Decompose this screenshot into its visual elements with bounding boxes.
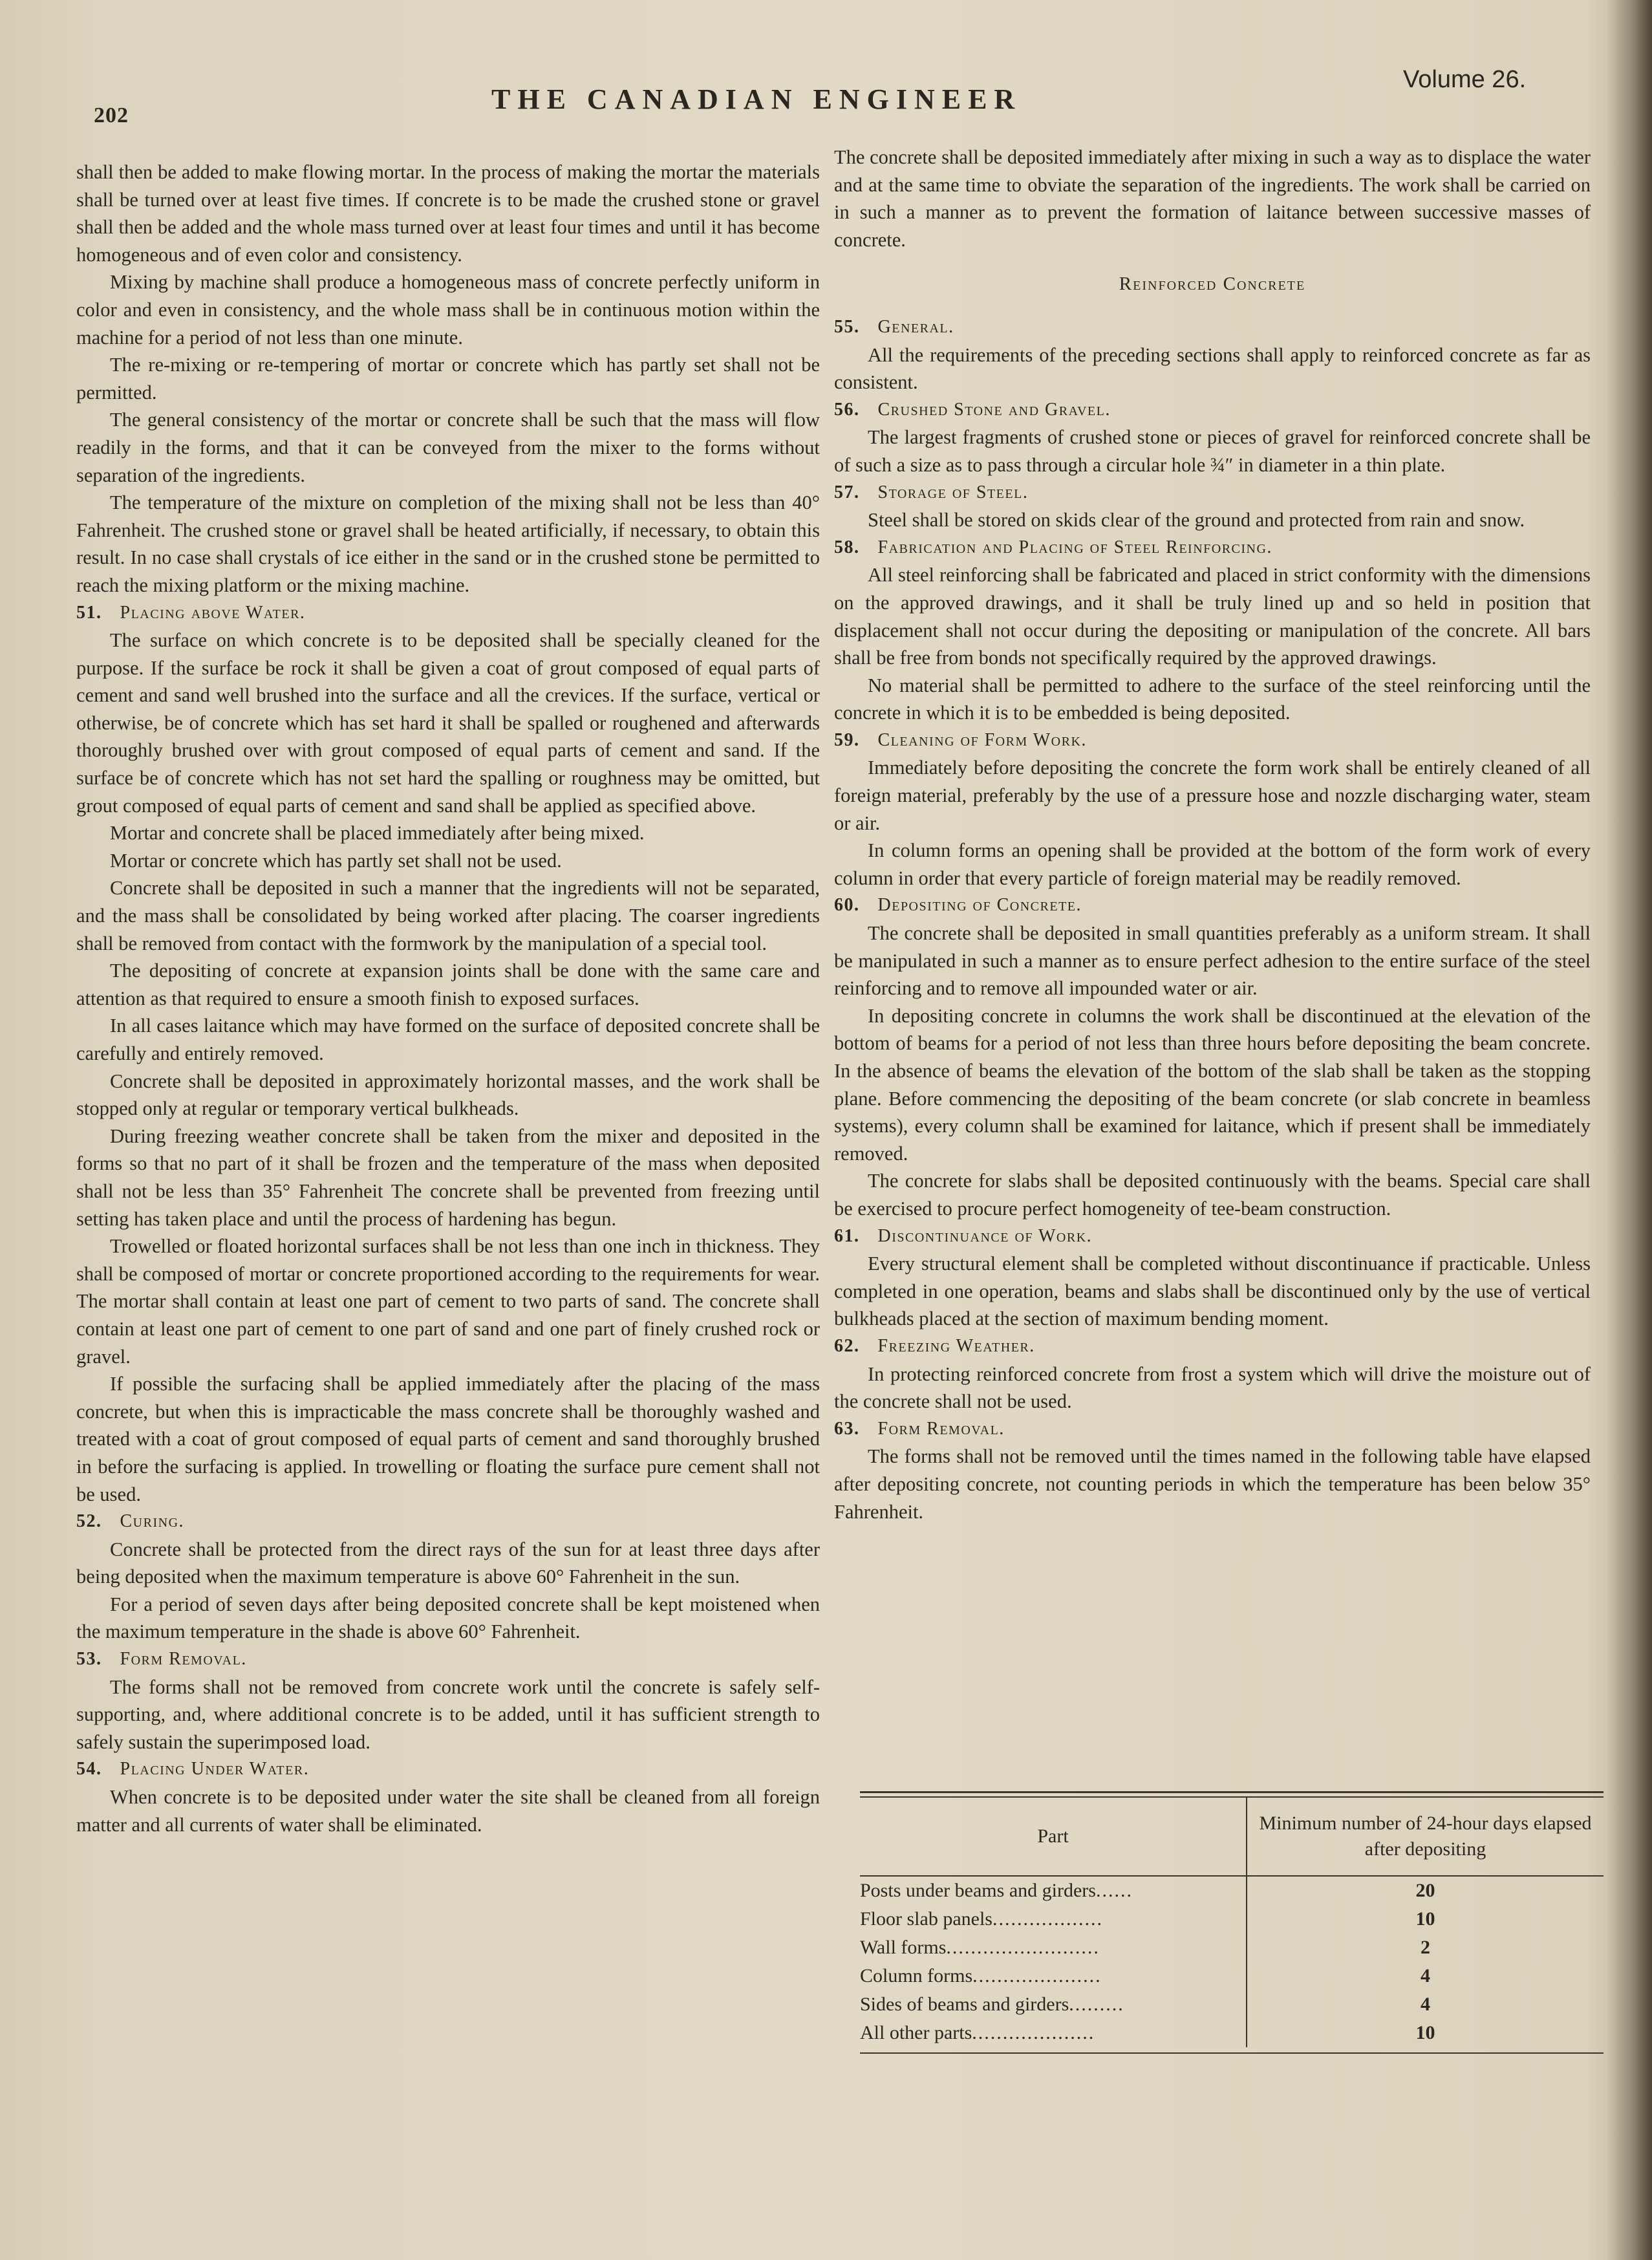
paragraph: Immediately before depositing the concrete the form work shall be entirely cleaned of all foreign material, preferably by the use of a pressure hose and nozzle discharging water, steam or air.	[834, 757, 1591, 834]
paragraph: If possible the surfacing shall be applied immediately after the placing of the mass concrete, but when this is impracticable the mass concrete shall be thoroughly washed and treated with a coat of grout composed of equal parts of cement and sand thoroughly brushed in before the surfacing is applied. In trowelling or floating the surface pure cement shall not be used.	[76, 1373, 820, 1505]
paragraph: The general consistency of the mortar or concrete shall be such that the mass will flow readily in the forms, and that it can be conveyed from the mixer to the forms without separation of the ingredients.	[76, 409, 820, 486]
section-title: Form Removal.	[877, 1418, 1005, 1439]
table-cell-days: 4	[1421, 1965, 1430, 1986]
section-heading	[834, 1333, 1591, 1361]
paragraph: Steel shall be stored on skids clear of the ground and protected from rain and snow.	[868, 509, 1525, 532]
page-number: 202	[94, 103, 129, 127]
table-row	[860, 1933, 1604, 1962]
section-number: 56.	[834, 399, 860, 420]
section-title: Form Removal.	[120, 1649, 247, 1670]
section-heading	[76, 599, 820, 627]
section-title: Fabrication and Placing of Steel Reinforcing.	[877, 537, 1272, 557]
paragraph: Concrete shall be deposited in such a manner that the ingredients will not be separated, and the mass shall be consolidated by being worked after placing. The coarser ingredients shall be removed from contact with the formwork by the manipulation of a special tool.	[76, 877, 820, 954]
leader-dots: ......	[1095, 1880, 1133, 1901]
paragraph: Concrete shall be deposited in approximately horizontal masses, and the work shall be stopped only at regular or temporary vertical bulkheads.	[76, 1070, 820, 1120]
leader-dots: .........................	[946, 1937, 1100, 1958]
table-row	[860, 1876, 1604, 1905]
section-title: General.	[877, 316, 954, 337]
paragraph: Mixing by machine shall produce a homogeneous mass of concrete perfectly uniform in color and even in consistency, and the whole mass shall be in continuous motion within the machine for a period of not less than one minute.	[76, 271, 820, 349]
paragraph: All the requirements of the preceding sections shall apply to reinforced concrete as far as consistent.	[834, 343, 1591, 394]
paragraph: In depositing concrete in columns the work shall be discontinued at the elevation of the bottom of beams for a period of not less than three hours before depositing the beam concrete. In the absence of beams the elevation of the bottom of the slab shall be taken as the stopping plane. Before commencing the depositing of the beam concrete (or slab concrete in beamless systems), every column shall be examined for laitance, which if present shall be immediately removed.	[834, 1004, 1591, 1165]
left-column	[76, 158, 820, 1838]
column-header-days: Minimum number of 24-hour days elapsed after depositing	[1247, 1798, 1604, 1876]
column-header-part: Part	[860, 1798, 1247, 1876]
section-number: 58.	[834, 537, 860, 557]
part-label: Wall forms	[860, 1937, 947, 1958]
right-column	[834, 144, 1591, 1525]
section-heading	[76, 1508, 820, 1536]
paragraph: The temperature of the mixture on completion of the mixing shall not be less than 40° Fahrenheit. The crushed stone or gravel shall be heated artificially, if necessary, to obtain this result. In no case shall crystals of ice either in the sand or in the crushed stone be permitted to reach the mixing platform or the mixing machine.	[76, 491, 820, 596]
paragraph: In column forms an opening shall be provided at the bottom of the form work of every column in order that every particle of foreign material may be readily removed.	[834, 839, 1591, 889]
table-cell-days: 4	[1421, 1994, 1430, 2015]
binding-shadow	[1607, 0, 1652, 2260]
table-bottom-rule	[860, 2052, 1604, 2054]
table-cell-part	[860, 1876, 1247, 1905]
section-title: Placing Under Water.	[120, 1759, 310, 1780]
paragraph: Every structural element shall be completed without discontinuance if practicable. Unless completed in one operation, beams and slabs shall be discontinued only by the use of vertical bulkheads placed at the section of maximum bending moment.	[834, 1253, 1591, 1330]
table-top-rule	[860, 1791, 1604, 1798]
section-heading	[834, 727, 1591, 755]
paragraph: The concrete shall be deposited in small quantities preferably as a uniform stream. It shall be manipulated in such a manner as to ensure perfect adhesion to the entire surface of the steel reinforcing and to remove all impounded water or air.	[834, 922, 1591, 1000]
section-number: 62.	[834, 1335, 860, 1356]
paragraph: Mortar or concrete which has partly set shall not be used.	[110, 849, 562, 872]
section-heading	[834, 396, 1591, 424]
leader-dots: ....................	[972, 2022, 1095, 2043]
part-label: Posts under beams and girders	[860, 1880, 1096, 1901]
paragraph: The concrete for slabs shall be deposited continuously with the beams. Special care shall be exercised to procure perfect homogeneity of tee-beam construction.	[834, 1170, 1591, 1220]
paragraph: The forms shall not be removed until the times named in the following table have elapsed after depositing concrete, not counting periods in which the temperature has been below 35° Fahrenheit.	[834, 1445, 1591, 1523]
paragraph: No material shall be permitted to adhere to the surface of the steel reinforcing until the concrete in which it is to be embedded is being deposited.	[834, 674, 1591, 724]
section-title: Crushed Stone and Gravel.	[877, 399, 1111, 420]
paragraph: When concrete is to be deposited under water the site shall be cleaned from all foreign matter and all currents of water shall be eliminated.	[76, 1786, 820, 1836]
section-title: Placing above Water.	[120, 602, 306, 623]
part-label: Sides of beams and girders	[860, 1994, 1069, 2015]
table-header-row	[860, 1798, 1604, 1876]
table-cell-part	[860, 1962, 1247, 1990]
paragraph: Mortar and concrete shall be placed immediately after being mixed.	[110, 822, 645, 845]
section-heading	[834, 479, 1591, 507]
section-title: Discontinuance of Work.	[877, 1225, 1093, 1246]
paragraph: Concrete shall be protected from the direct rays of the sun for at least three days after being deposited when the maximum temperature is above 60° Fahrenheit in the sun.	[76, 1538, 820, 1588]
table-cell-part	[860, 1990, 1247, 2019]
section-group-heading: Reinforced Concrete	[1119, 274, 1306, 295]
journal-title: THE CANADIAN ENGINEER	[491, 83, 1022, 115]
section-number: 51.	[76, 602, 102, 623]
part-label: Floor slab panels	[860, 1908, 992, 1930]
paragraph: The surface on which concrete is to be deposited shall be specially cleaned for the purpose. If the surface be rock it shall be given a coat of grout composed of equal parts of cement and sand well brushed into the surface and all the crevices. If the surface, vertical or otherwise, be of concrete which has set hard it shall be spalled or roughened and afterwards thoroughly brushed over with grout composed of equal parts of cement and sand. If the surface be of concrete which has not set hard the spalling or roughness may be omitted, but grout composed of equal parts of cement and sand shall be applied as specified above.	[76, 629, 820, 817]
table-cell-days: 10	[1415, 1908, 1435, 1930]
volume-label: Volume 26.	[1403, 66, 1527, 93]
section-title: Depositing of Concrete.	[877, 895, 1082, 916]
paragraph: In all cases laitance which may have formed on the surface of deposited concrete shall be carefully and entirely removed.	[76, 1015, 820, 1064]
section-number: 53.	[76, 1649, 102, 1670]
paragraph: The depositing of concrete at expansion joints shall be done with the same care and attention as that required to ensure a smooth finish to exposed surfaces.	[76, 960, 820, 1009]
table-row	[860, 2019, 1604, 2047]
section-title: Cleaning of Form Work.	[877, 729, 1087, 750]
table-row	[860, 1990, 1604, 2019]
paragraph: The forms shall not be removed from concrete work until the concrete is safely self-supporting, and, where additional concrete is to be added, until it has sufficient strength to safely sustain the superimposed load.	[76, 1675, 820, 1753]
part-label: Column forms	[860, 1965, 973, 1986]
removal-times-table	[860, 1798, 1604, 2047]
paragraph: For a period of seven days after being deposited concrete shall be kept moistened when the maximum temperature in the shade is above 60° Fahrenheit.	[76, 1593, 820, 1643]
section-heading	[834, 534, 1591, 562]
leader-dots: .....................	[972, 1965, 1102, 1986]
leader-dots: .........	[1069, 1994, 1124, 2015]
section-number: 59.	[834, 729, 860, 750]
section-heading	[834, 314, 1591, 341]
section-number: 54.	[76, 1759, 102, 1780]
part-label: All other parts	[860, 2022, 972, 2043]
table-cell-part	[860, 1905, 1247, 1933]
table-cell-part	[860, 1933, 1247, 1962]
section-title: Freezing Weather.	[877, 1335, 1035, 1356]
section-heading	[76, 1756, 820, 1783]
paragraph: The re-mixing or re-tempering of mortar or concrete which has partly set shall not be permitted.	[76, 354, 820, 404]
section-title: Curing.	[120, 1511, 185, 1532]
table-cell-days: 10	[1415, 2022, 1435, 2043]
section-number: 60.	[834, 895, 860, 916]
section-heading	[76, 1646, 820, 1673]
section-number: 52.	[76, 1511, 102, 1532]
paragraph: The largest fragments of crushed stone or pieces of gravel for reinforced concrete shall be of such a size as to pass through a circular hole ¾″ in diameter in a thin plate.	[834, 426, 1591, 476]
paragraph: The concrete shall be deposited immediately after mixing in such a way as to displace the water and at the same time to obviate the separation of the ingredients. The work shall be carried on in such a manner as to prevent the formation of laitance between successive masses of concrete.	[834, 146, 1591, 251]
table-row	[860, 1962, 1604, 1990]
section-heading	[834, 892, 1591, 920]
section-heading	[834, 1415, 1591, 1443]
table-cell-days: 2	[1421, 1937, 1430, 1958]
paragraph: shall then be added to make flowing mortar. In the process of making the mortar the materials shall be turned over at least five times. If concrete is to be made the crushed stone or gravel shall then be added and the whole mass turned over at least four times and until it has become homogeneous and of even color and consistency.	[76, 161, 820, 266]
form-removal-table	[860, 1791, 1604, 2054]
section-number: 57.	[834, 482, 860, 502]
table-cell-days: 20	[1415, 1880, 1435, 1901]
section-title: Storage of Steel.	[877, 482, 1029, 502]
section-number: 63.	[834, 1418, 860, 1439]
leader-dots: ..................	[992, 1908, 1103, 1930]
paragraph: In protecting reinforced concrete from frost a system which will drive the moisture out of the concrete shall not be used.	[834, 1362, 1591, 1413]
paragraph: During freezing weather concrete shall be taken from the mixer and deposited in the forms so that no part of it shall be frozen and the temperature of the mass when deposited shall not be less than 35° Fahrenheit The concrete shall be prevented from freezing until setting has taken place and until the process of hardening has begun.	[76, 1125, 820, 1230]
table-cell-part	[860, 2019, 1247, 2047]
paragraph: All steel reinforcing shall be fabricated and placed in strict conformity with the dimensions on the approved drawings, and it shall be truly lined up and so held in position that displacement shall not occur during the depositing or manipulation of the concrete. All bars shall be free from bonds not specifically required by the approved drawings.	[834, 564, 1591, 669]
section-heading	[834, 1223, 1591, 1251]
table-row	[860, 1905, 1604, 1933]
paragraph: Trowelled or floated horizontal surfaces shall be not less than one inch in thickness. They shall be composed of mortar or concrete proportioned according to the requirements for wear. The mortar shall contain at least one part of cement to two parts of sand. The concrete shall contain at least one part of cement to one part of sand and one part of finely crushed rock or gravel.	[76, 1235, 820, 1368]
section-number: 61.	[834, 1225, 860, 1246]
section-number: 55.	[834, 316, 860, 337]
